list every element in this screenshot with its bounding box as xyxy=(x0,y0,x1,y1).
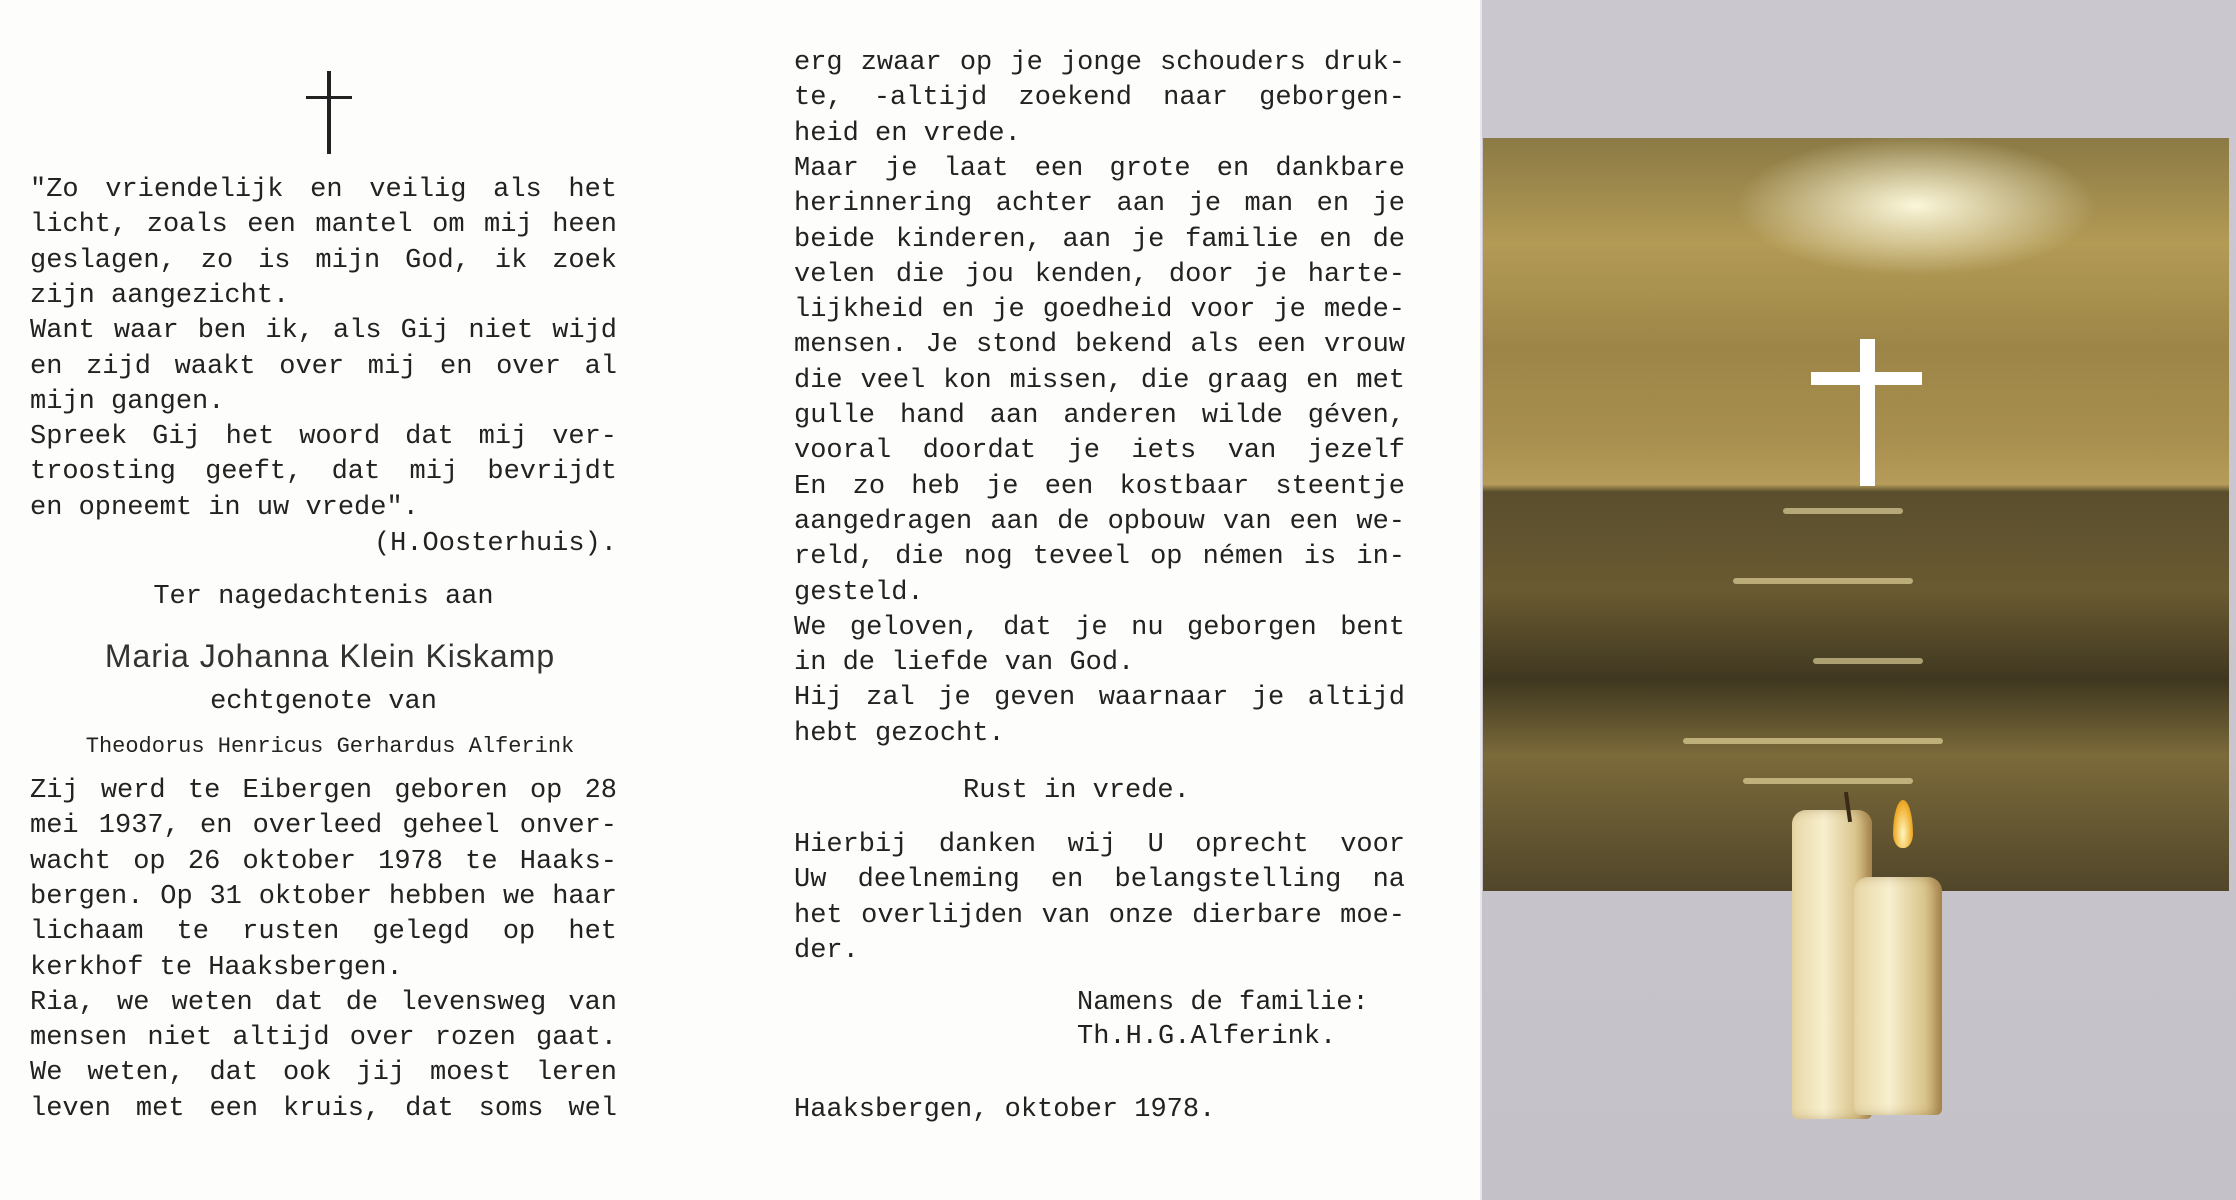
text-line: aangedragen aan de opbouw van een we- xyxy=(794,506,1405,537)
text-line: En zo heb je een kostbaar steentje xyxy=(794,471,1405,502)
text-line: Hij zal je geven waarnaar je altijd xyxy=(794,683,1405,714)
bio-line: wacht op 26 oktober 1978 te Haaks- xyxy=(30,846,617,877)
text-line: Maar je laat een grote en dankbare xyxy=(794,153,1405,184)
bio-line: mei 1937, en overleed geheel onver- xyxy=(30,811,617,842)
bio-line: Zij werd te Eibergen geboren op 28 xyxy=(30,776,617,806)
cross-icon-vertical xyxy=(327,71,331,154)
thanks-line: het overlijden van onze dierbare moe- xyxy=(794,900,1405,931)
thanks-line: Hierbij danken wij U oprecht voor xyxy=(794,830,1405,860)
bio-line: Ria, we weten dat de levensweg van xyxy=(30,987,617,1018)
poem-line: troosting geeft, dat mij bevrijdt xyxy=(30,457,617,488)
poem-author: (H.Oosterhuis). xyxy=(373,529,617,559)
deceased-name: Maria Johanna Klein Kiskamp xyxy=(104,638,556,674)
text-line: velen die jou kenden, door je harte- xyxy=(794,259,1405,290)
poem-line: mijn gangen. xyxy=(30,386,225,417)
thanks-line: der. xyxy=(794,935,859,966)
poem-line: geslagen, zo is mijn God, ik zoek xyxy=(30,245,617,276)
cross-icon-horizontal xyxy=(306,96,352,99)
text-line: erg zwaar op je jonge schouders druk- xyxy=(794,48,1405,78)
spouse-name: Theodorus Henricus Gerhardus Alferink xyxy=(85,734,575,759)
bio-line: leven met een kruis, dat soms wel xyxy=(30,1093,617,1124)
bio-line: kerkhof te Haaksbergen. xyxy=(30,952,403,983)
text-line: lijkheid en je goedheid voor je mede- xyxy=(794,295,1405,326)
text-line: te, -altijd zoekend naar geborgen- xyxy=(794,83,1405,114)
text-line: gesteld. xyxy=(794,577,924,608)
bio-line: bergen. Op 31 oktober hebben we haar xyxy=(30,881,617,912)
sea-sunset-photo xyxy=(1483,138,2229,891)
bio-line: We weten, dat ook jij moest leren xyxy=(30,1058,617,1089)
text-line: die veel kon missen, die graag en met xyxy=(794,365,1405,396)
text-line: mensen. Je stond bekend als een vrouw xyxy=(794,330,1405,361)
bio-line: lichaam te rusten gelegd op het xyxy=(30,917,617,948)
place-date: Haaksbergen, oktober 1978. xyxy=(794,1095,1216,1125)
text-line: heid en vrede. xyxy=(794,118,1021,149)
signoff-label: Namens de familie: xyxy=(1077,988,1369,1018)
text-line: beide kinderen, aan je familie en de xyxy=(794,224,1405,255)
poem-line: "Zo vriendelijk en veilig als het xyxy=(30,175,617,205)
poem-line: licht, zoals een mantel om mij heen xyxy=(30,210,617,241)
text-line: vooral doordat je iets van jezelf xyxy=(794,436,1405,467)
text-line: in de liefde van God. xyxy=(794,648,1135,679)
poem-line: Spreek Gij het woord dat mij ver- xyxy=(30,422,617,453)
bio-line: mensen niet altijd over rozen gaat. xyxy=(30,1023,617,1054)
thanks-line: Uw deelneming en belangstelling na xyxy=(794,865,1405,896)
text-line: hebt gezocht. xyxy=(794,718,1005,749)
in-memory-heading: Ter nagedachtenis aan xyxy=(153,582,494,612)
signoff-name: Th.H.G.Alferink. xyxy=(1077,1022,1337,1052)
poem-line: zijn aangezicht. xyxy=(30,280,290,311)
candle-right xyxy=(1854,877,1942,1115)
poem-line: en opneemt in uw vrede". xyxy=(30,492,419,523)
poem-line: en zijd waakt over mij en over al xyxy=(30,351,617,382)
text-line: We geloven, dat je nu geborgen bent xyxy=(794,612,1405,643)
text-line: herinnering achter aan je man en je xyxy=(794,189,1405,220)
text-line: reld, die nog teveel op némen is in- xyxy=(794,542,1405,573)
spouse-label: echtgenote van xyxy=(210,687,437,717)
text-line: gulle hand aan anderen wilde géven, xyxy=(794,401,1405,431)
rest-in-peace: Rust in vrede. xyxy=(963,776,1190,806)
poem-line: Want waar ben ik, als Gij niet wijd xyxy=(30,316,617,347)
